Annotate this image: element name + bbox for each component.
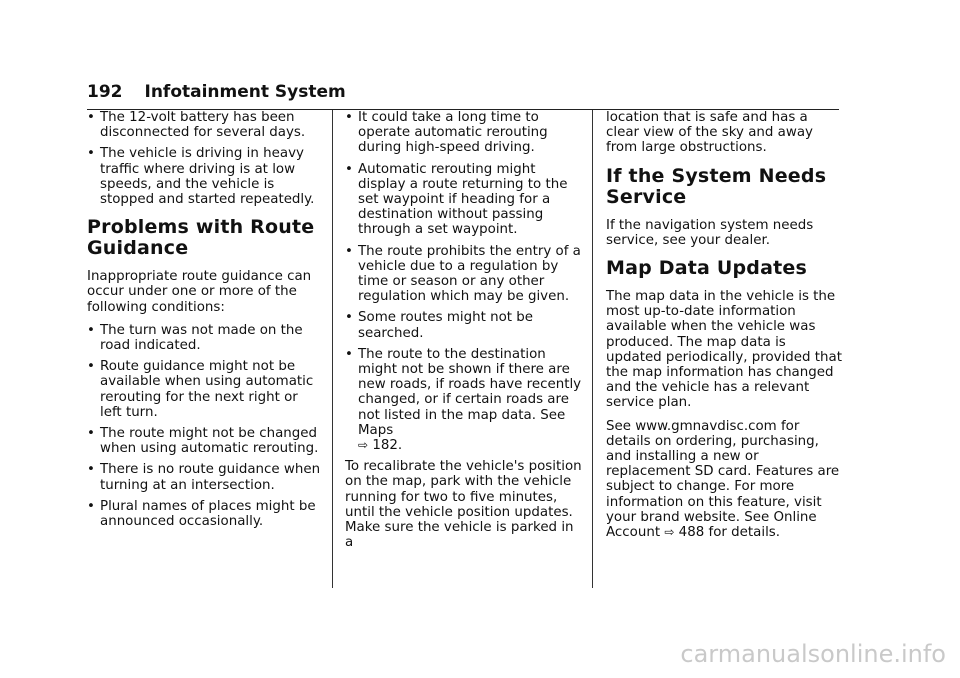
page-ref-arrow-icon: ⇨ xyxy=(358,438,369,453)
service-paragraph: If the navigation system needs service, see your dealer. xyxy=(606,217,814,248)
recalibrate-paragraph: To recalibrate the vehicle's position on the map, park with the vehicle running for two to five minutes, until the vehicle position updates. Make sure the vehicle is parked in a xyxy=(345,459,582,551)
column-1 xyxy=(87,110,323,535)
intro-paragraph: Inappropriate route guidance can occur under one or more of the following conditions: xyxy=(87,269,312,315)
list-item: • Some routes might not be searched. xyxy=(345,310,583,340)
page-number: 192 xyxy=(87,82,123,102)
list-item: • The route prohibits the entry of a vehicle due to a regulation by time or season or any other regulation which may be given. xyxy=(345,244,583,305)
maps-bullet-text: The route to the destination might not be shown if there are new roads, if roads have recently changed, or if certain roads are not listed in the map data. See Maps xyxy=(358,346,582,438)
map-data-paragraph: The map data in the vehicle is the most up-to-date information available when the vehicle was produced. The map data is updated periodically, provided that the map information has changed and the vehicle has a relevant service plan. xyxy=(606,289,842,411)
list-item: • Route guidance might not be available when using automatic rerouting for the next right or left turn. xyxy=(87,359,323,420)
list-item xyxy=(345,347,583,453)
section-title: Infotainment System xyxy=(144,82,346,102)
header-row xyxy=(87,82,839,102)
list-item: • The route might not be changed when using automatic rerouting. xyxy=(87,426,323,456)
bullet-list-c xyxy=(345,110,583,453)
list-item: • There is no route guidance when turning at an intersection. xyxy=(87,462,323,492)
bullet-list-a xyxy=(87,110,323,207)
list-item: • Automatic rerouting might display a route returning to the set waypoint if heading for a destination without passing through a set waypoint. xyxy=(345,162,583,238)
heading-system-service: If the System Needs Service xyxy=(606,164,827,208)
heading-map-data-updates: Map Data Updates xyxy=(606,257,807,280)
online-account-page-link[interactable]: 488 for details. xyxy=(678,525,781,541)
column-2 xyxy=(345,110,583,558)
page-ref-arrow-icon: ⇨ xyxy=(664,525,675,540)
page-header xyxy=(87,82,839,110)
continued-paragraph: location that is safe and has a clear view of the sky and away from large obstructions. xyxy=(606,110,813,156)
maps-page-link[interactable]: 182. xyxy=(372,438,403,454)
list-item: • It could take a long time to operate automatic rerouting during high-speed driving. xyxy=(345,110,583,156)
column-divider-1 xyxy=(332,110,333,588)
list-item: • Plural names of places might be announced occasionally. xyxy=(87,499,323,529)
sd-card-paragraph xyxy=(606,419,842,541)
sd-card-text: See www.gmnavdisc.com for details on ordering, purchasing, and installing a new or replacement SD card. Features are subject to change. For more information on this feature, visit your brand website. See Online Account xyxy=(606,418,840,541)
bullet-list-b xyxy=(87,323,323,529)
list-item: • The 12-volt battery has been disconnected for several days. xyxy=(87,110,323,140)
column-3 xyxy=(606,110,842,548)
list-item: • The turn was not made on the road indicated. xyxy=(87,323,323,353)
watermark: carmanualsonline.info xyxy=(680,640,946,668)
list-item: • The vehicle is driving in heavy traffic where driving is at low speeds, and the vehicle is stopped and started repeatedly. xyxy=(87,146,323,207)
column-divider-2 xyxy=(592,110,593,588)
heading-route-guidance: Problems with Route Guidance xyxy=(87,216,315,260)
